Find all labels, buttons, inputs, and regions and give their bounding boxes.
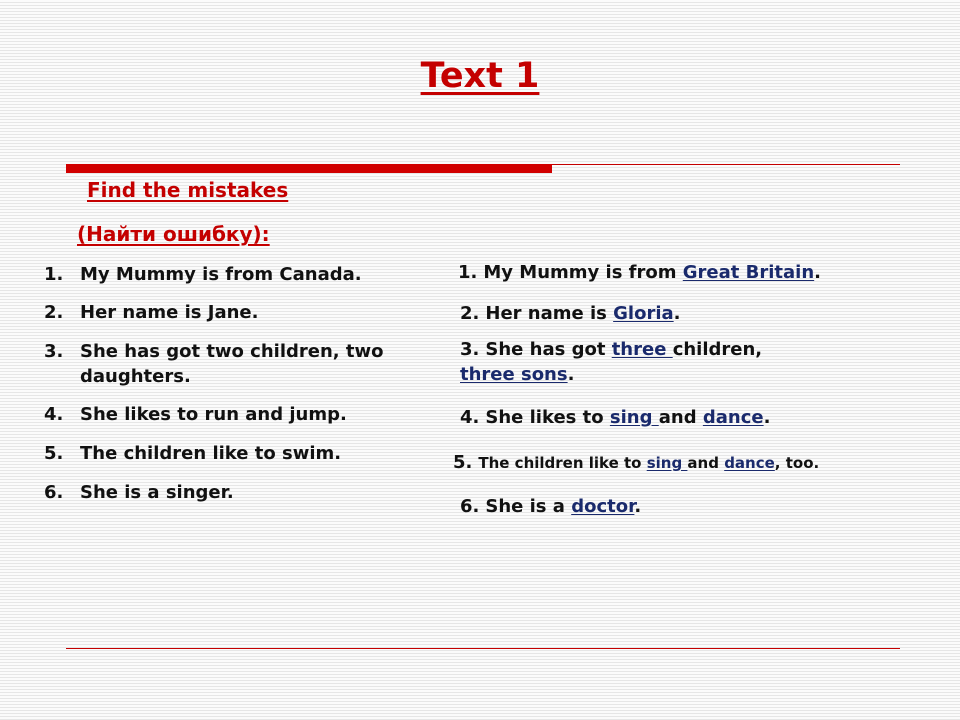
- bottom-divider: [66, 648, 900, 649]
- corrected-word: Gloria: [613, 303, 674, 324]
- corrected-statement: 3. She has got three children, three sons.: [460, 339, 763, 385]
- decorative-bar-thick: [66, 164, 552, 173]
- decorative-bar-thin: [552, 164, 900, 165]
- corrected-statement: 2. Her name is Gloria.: [460, 303, 681, 324]
- corrected-statement: 1. My Mummy is from Great Britain.: [458, 262, 822, 283]
- corrected-word: doctor: [571, 496, 635, 517]
- corrected-statement: 4. She likes to sing and dance.: [460, 407, 771, 428]
- corrected-word: dance: [702, 407, 764, 428]
- corrected-statement: 5. The children like to sing and dance, too.: [453, 452, 820, 473]
- corrected-word: dance: [724, 454, 775, 472]
- corrected-word: three: [611, 339, 673, 360]
- corrected-statement: 6. She is a doctor.: [460, 496, 642, 517]
- task-heading: Find the mistakes: [87, 178, 289, 202]
- corrected-word: sing: [609, 407, 659, 428]
- corrected-word: sing: [646, 454, 688, 472]
- task-heading-translation: (Найти ошибку):: [77, 222, 270, 246]
- corrected-word: Great Britain: [682, 262, 815, 283]
- corrected-word: three sons: [460, 364, 568, 385]
- slide-title: Text 1: [420, 56, 540, 96]
